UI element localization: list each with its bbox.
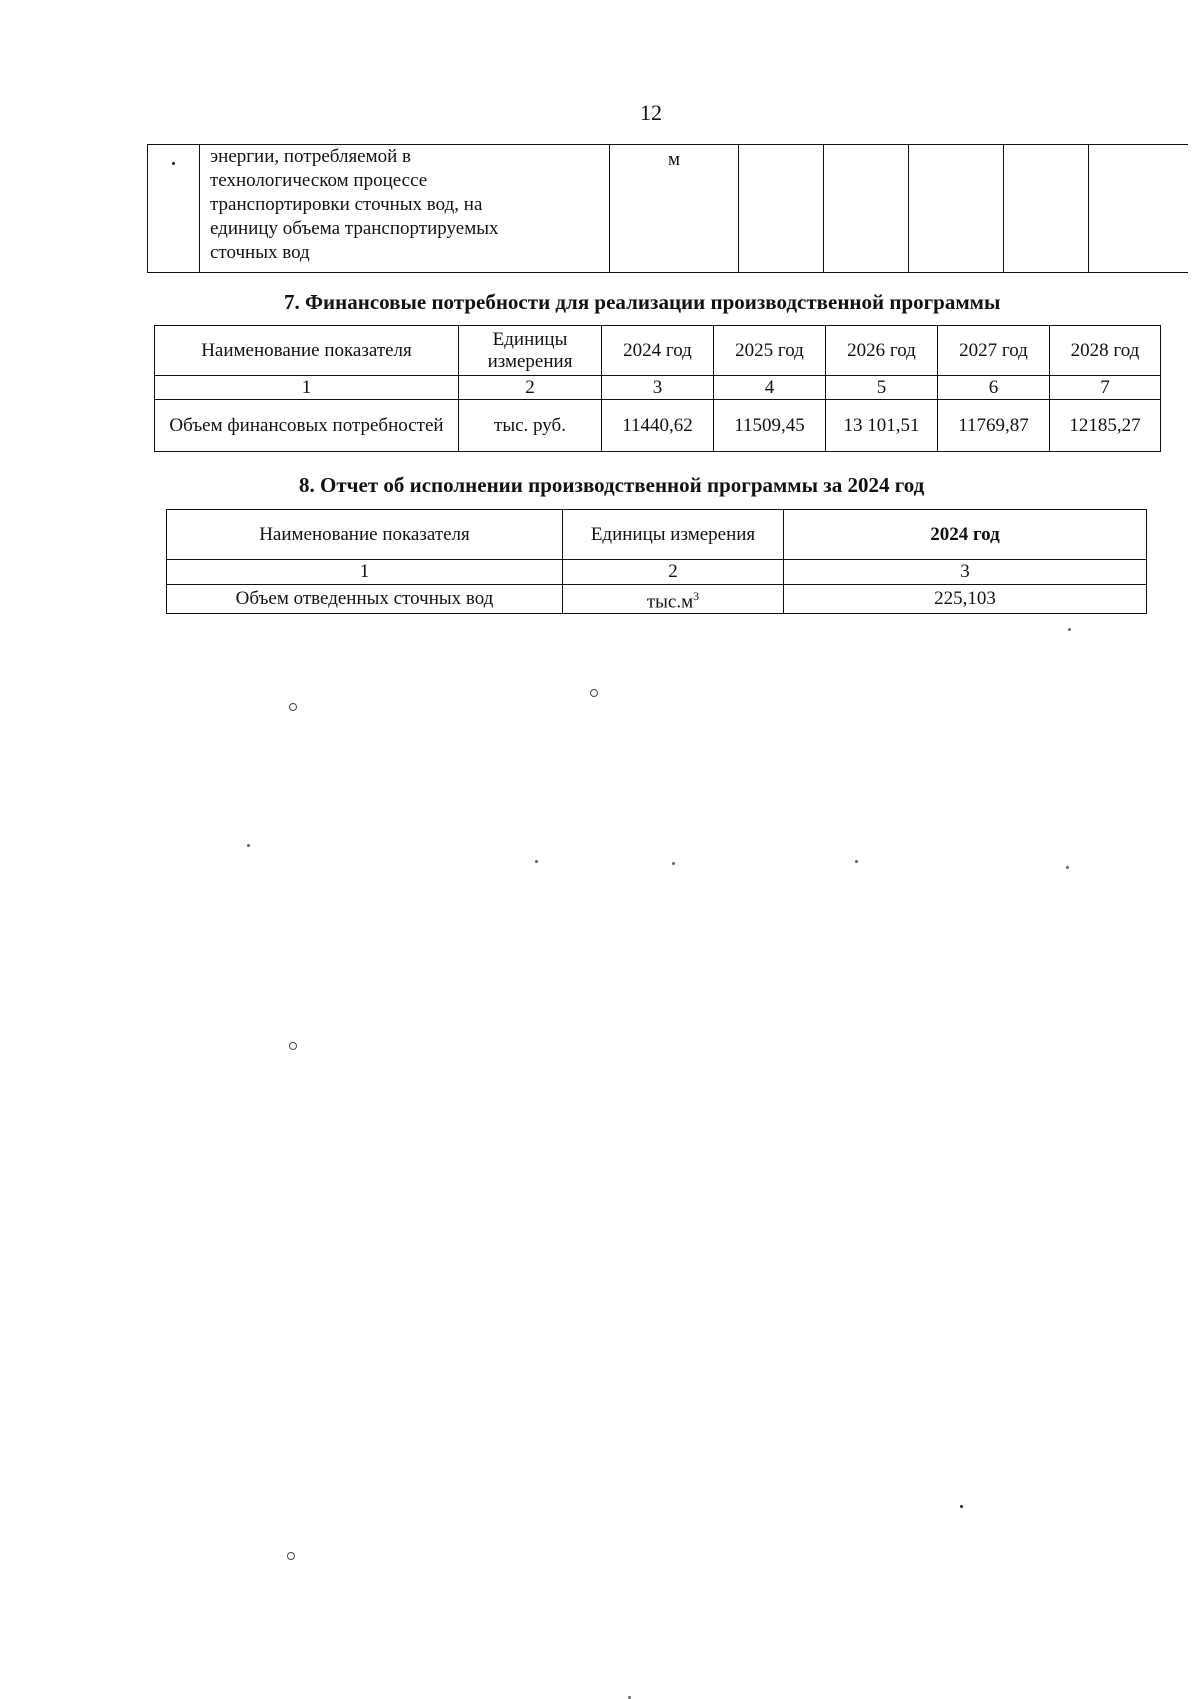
description-line: технологическом процессе xyxy=(210,170,428,191)
scan-speck xyxy=(590,689,598,697)
value-cell: 11769,87 xyxy=(938,400,1050,452)
description-line: транспортировки сточных вод, на xyxy=(210,194,483,215)
scan-speck xyxy=(1068,628,1071,631)
value-cell: 11509,45 xyxy=(714,400,826,452)
description-line: энергии, потребляемой в xyxy=(210,146,412,167)
column-header: 2024 год xyxy=(784,510,1147,560)
scan-speck xyxy=(672,862,675,865)
column-number: 3 xyxy=(784,560,1147,585)
table-header-row xyxy=(155,326,1161,376)
indicator-description-cell xyxy=(200,145,610,273)
column-number: 2 xyxy=(563,560,784,585)
empty-cell xyxy=(824,145,909,273)
unit-cell: тыс. руб. xyxy=(459,400,602,452)
page-number: 12 xyxy=(640,100,662,125)
continuation-table xyxy=(147,144,1188,273)
scan-speck xyxy=(247,844,250,847)
column-number: 5 xyxy=(826,376,938,400)
scan-speck xyxy=(960,1505,963,1508)
column-header: 2024 год xyxy=(602,326,714,376)
column-number-row xyxy=(167,560,1147,585)
program-report-table xyxy=(166,509,1147,614)
scan-speck xyxy=(287,1552,295,1560)
value-cell: 12185,27 xyxy=(1050,400,1161,452)
scan-speck xyxy=(1066,866,1069,869)
scan-speck xyxy=(855,860,858,863)
empty-cell xyxy=(909,145,1004,273)
unit-text: тыс.м xyxy=(646,591,694,613)
table-row xyxy=(155,400,1161,452)
row-number-cell: . xyxy=(148,145,200,273)
value-cell: 11440,62 xyxy=(602,400,714,452)
column-number: 6 xyxy=(938,376,1050,400)
scan-speck xyxy=(289,703,297,711)
value-cell: 225,103 xyxy=(784,585,1147,614)
scan-speck xyxy=(289,1042,297,1050)
unit-cell xyxy=(563,585,784,614)
table-header-row xyxy=(167,510,1147,560)
empty-cell xyxy=(739,145,824,273)
description-line: единицу объема транспортируемых xyxy=(210,218,499,239)
column-number-row xyxy=(155,376,1161,400)
section-7-heading: 7. Финансовые потребности для реализации производственной программы xyxy=(284,290,1001,314)
scan-speck xyxy=(535,860,538,863)
value-cell: 13 101,51 xyxy=(826,400,938,452)
indicator-name-cell: Объем отведенных сточных вод xyxy=(167,585,563,614)
financial-needs-table xyxy=(154,325,1161,452)
column-header: 2028 год xyxy=(1050,326,1161,376)
column-number: 4 xyxy=(714,376,826,400)
indicator-name-cell: Объем финансовых потребностей xyxy=(155,400,459,452)
column-header: 2025 год xyxy=(714,326,826,376)
column-header: 2026 год xyxy=(826,326,938,376)
section-8-heading: 8. Отчет об исполнении производственной программы за 2024 год xyxy=(299,473,925,497)
empty-cell xyxy=(1089,145,1188,273)
description-line: сточных вод xyxy=(210,242,310,263)
table-row xyxy=(167,585,1147,614)
column-header: Единицы измерения xyxy=(563,510,784,560)
table-row xyxy=(148,145,1188,273)
column-header: Наименование показателя xyxy=(155,326,459,376)
column-number: 3 xyxy=(602,376,714,400)
column-number: 1 xyxy=(155,376,459,400)
column-header: 2027 год xyxy=(938,326,1050,376)
column-header: Наименование показателя xyxy=(167,510,563,560)
unit-cell: м xyxy=(610,145,739,273)
column-number: 1 xyxy=(167,560,563,585)
empty-cell xyxy=(1004,145,1089,273)
column-number: 7 xyxy=(1050,376,1161,400)
unit-superscript: 3 xyxy=(693,589,700,603)
column-header: Единицы измерения xyxy=(459,326,602,376)
column-number: 2 xyxy=(459,376,602,400)
